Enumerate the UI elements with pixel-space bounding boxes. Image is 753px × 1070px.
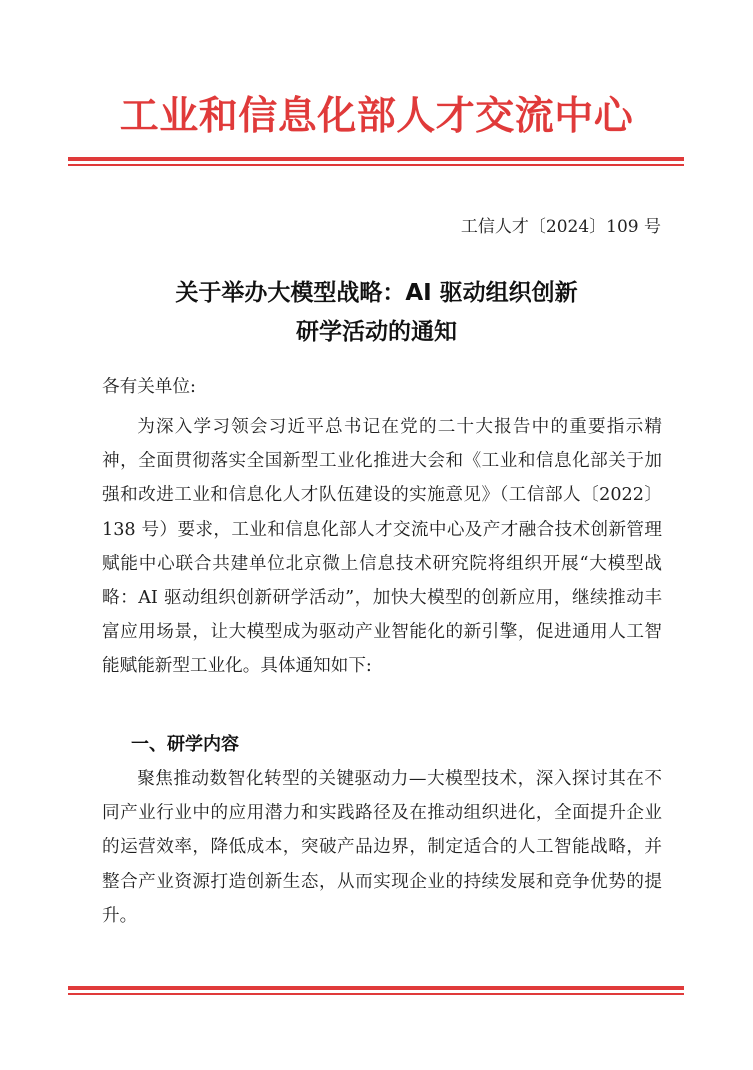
salutation: 各有关单位: <box>102 377 196 397</box>
footer-rule-thin <box>68 993 684 995</box>
paragraph-research-content: 聚焦推动数智化转型的关键驱动力—大模型技术，深入探讨其在不同产业行业中的应用潜力和实践路径及在推动组织进化，全面提升企业的运营效率，降低成本，突破产品边界，制定适合的人工智能战略，并整合产业资源打造创新生态，从而实现企业的持续发展和竞争优势的提升。 <box>102 769 662 926</box>
notice-title-line-1: 关于举办大模型战略：AI 驱动组织创新 <box>175 280 578 306</box>
notice-title-line-2: 研学活动的通知 <box>296 319 457 345</box>
letterhead-rule-top-thick <box>68 157 684 161</box>
footer-rule-thick <box>68 986 684 990</box>
letterhead-rule-top-thin <box>68 164 684 166</box>
document-number: 工信人才〔2024〕109 号 <box>460 217 661 237</box>
section-heading-research-content: 一、研学内容 <box>131 734 239 755</box>
notice-title <box>0 274 753 352</box>
letterhead-organization: 工业和信息化部人才交流中心 <box>119 94 634 139</box>
paragraph-intro: 为深入学习领会习近平总书记在党的二十大报告中的重要指示精神，全面贯彻落实全国新型工业化推进大会和《工业和信息化部关于加强和改进工业和信息化人才队伍建设的实施意见》（工信部人〔2022〕138 号）要求，工业和信息化部人才交流中心及产才融合技术创新管理赋能中心联合共建单位北京微上信息技术研究院将组织开展“大模型战略：AI 驱动组织创新研学活动”，加快大模型的创新应用，继续推动丰富应用场景，让大模型成为驱动产业智能化的新引擎，促进通用人工智能赋能新型工业化。具体通知如下: <box>102 417 662 677</box>
